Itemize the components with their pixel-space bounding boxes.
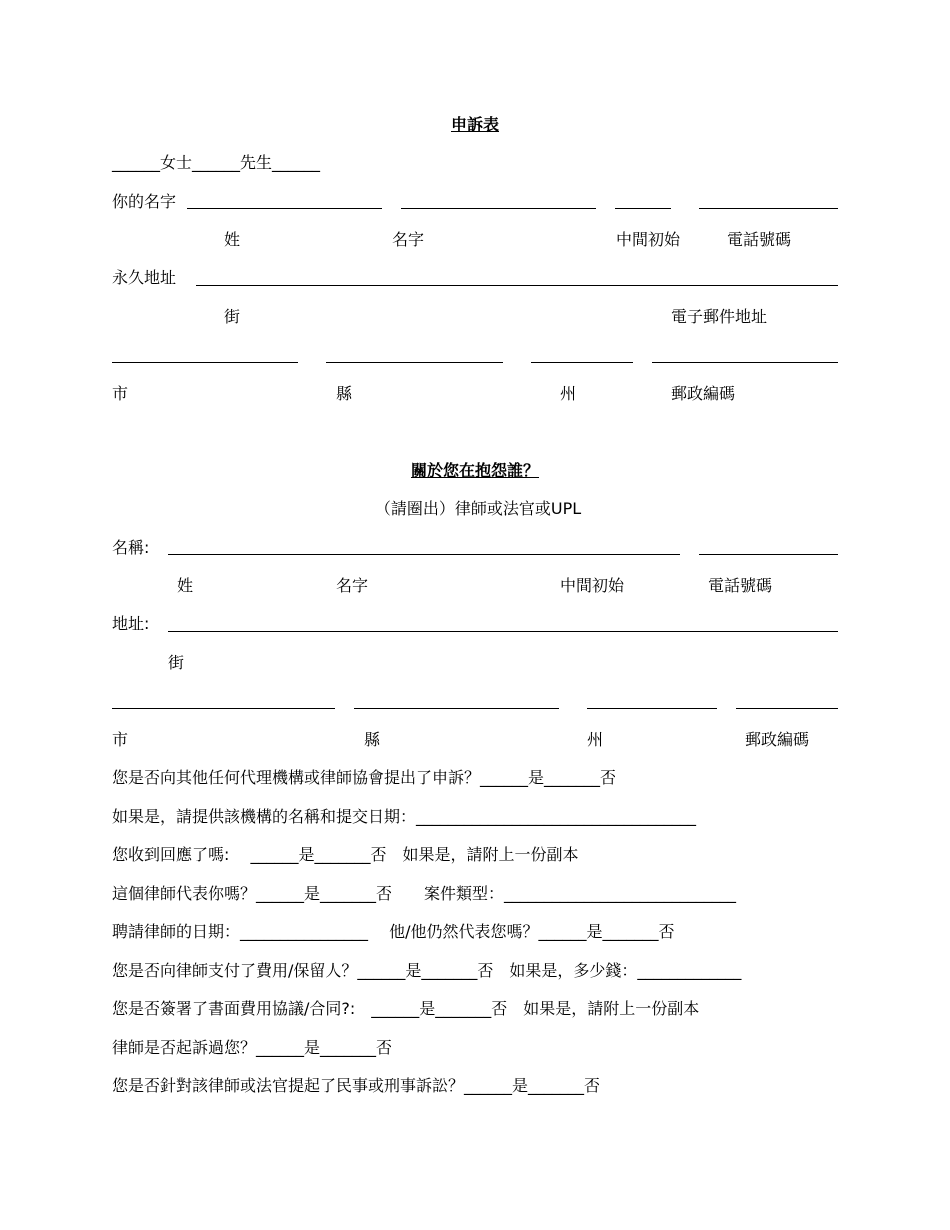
subject-first-name-caption: 名字	[336, 576, 369, 595]
subject-city-field[interactable]	[112, 708, 335, 709]
complainant-address-label: 永久地址	[112, 268, 177, 287]
subject-address-field[interactable]	[168, 631, 838, 632]
complainant-state-caption: 州	[560, 384, 577, 403]
subject-phone-caption: 電話號碼	[708, 576, 773, 595]
subject-state-caption: 州	[587, 730, 604, 749]
complainant-name-label: 你的名字	[112, 192, 177, 211]
complainant-last-name-caption: 姓	[224, 230, 241, 249]
question-lawsuit-filed[interactable]: 您是否針對該律師或法官提起了民事或刑事訴訟？______是_______否	[112, 1076, 601, 1095]
subject-name-label: 名稱:	[112, 538, 150, 557]
salutation-line: ______女士______先生______	[112, 153, 321, 172]
question-fee-agreement[interactable]: 您是否簽署了書面費用協議/合同?: ______是_______否 如果是，請附上一份副本	[112, 999, 700, 1018]
question-fees-paid[interactable]: 您是否向律師支付了費用/保留人？______是_______否 如果是，多少錢：_____________	[112, 961, 742, 980]
complainant-middle-initial-field[interactable]	[615, 208, 671, 209]
complainant-city-field[interactable]	[112, 362, 298, 363]
subject-zip-field[interactable]	[736, 708, 838, 709]
subject-city-caption: 市	[112, 730, 129, 749]
complainant-county-field[interactable]	[326, 362, 503, 363]
complainant-zip-caption: 郵政編碼	[671, 384, 736, 403]
complainant-last-name-field[interactable]	[187, 208, 382, 209]
subject-heading: 關於您在抱怨誰？	[410, 461, 540, 480]
subject-street-caption: 街	[168, 653, 185, 672]
complainant-street-caption: 街	[224, 307, 241, 326]
complainant-city-caption: 市	[112, 384, 129, 403]
question-hire-date[interactable]: 聘請律師的日期：________________ 他/他仍然代表您嗎？______是_______否	[112, 922, 675, 941]
complainant-phone-caption: 電話號碼	[727, 230, 792, 249]
form-title: 申訴表	[450, 115, 500, 134]
complainant-email-caption: 電子郵件地址	[671, 307, 768, 326]
question-other-agency[interactable]: 您是否向其他任何代理機構或律師協會提出了申訴？______是_______否	[112, 768, 617, 787]
circle-one-instruction: （請圈出）律師或法官或UPL	[374, 499, 582, 518]
subject-county-caption: 縣	[364, 730, 381, 749]
subject-name-field[interactable]	[168, 554, 680, 555]
subject-county-field[interactable]	[354, 708, 559, 709]
complainant-first-name-caption: 名字	[392, 230, 425, 249]
complainant-address-field[interactable]	[196, 285, 838, 286]
subject-state-field[interactable]	[587, 708, 717, 709]
question-agency-details[interactable]: 如果是，請提供該機構的名稱和提交日期：___________________________________	[112, 807, 697, 826]
complainant-state-field[interactable]	[531, 362, 633, 363]
complainant-middle-initial-caption: 中間初始	[616, 230, 681, 249]
question-lawyer-represent[interactable]: 這個律師代表你嗎？______是_______否 案件類型：_____________________________	[112, 884, 737, 903]
complainant-phone-field[interactable]	[699, 208, 838, 209]
complainant-county-caption: 縣	[336, 384, 353, 403]
question-response-received[interactable]: 您收到回應了嗎: ______是_______否 如果是，請附上一份副本	[112, 845, 579, 864]
subject-address-label: 地址:	[112, 614, 150, 633]
subject-middle-initial-caption: 中間初始	[560, 576, 625, 595]
subject-zip-caption: 郵政編碼	[745, 730, 810, 749]
complainant-first-name-field[interactable]	[401, 208, 596, 209]
question-lawyer-sued[interactable]: 律師是否起訴過您？______是_______否	[112, 1038, 393, 1057]
complainant-zip-email-field[interactable]	[652, 362, 838, 363]
subject-phone-field[interactable]	[699, 554, 838, 555]
subject-last-name-caption: 姓	[177, 576, 194, 595]
